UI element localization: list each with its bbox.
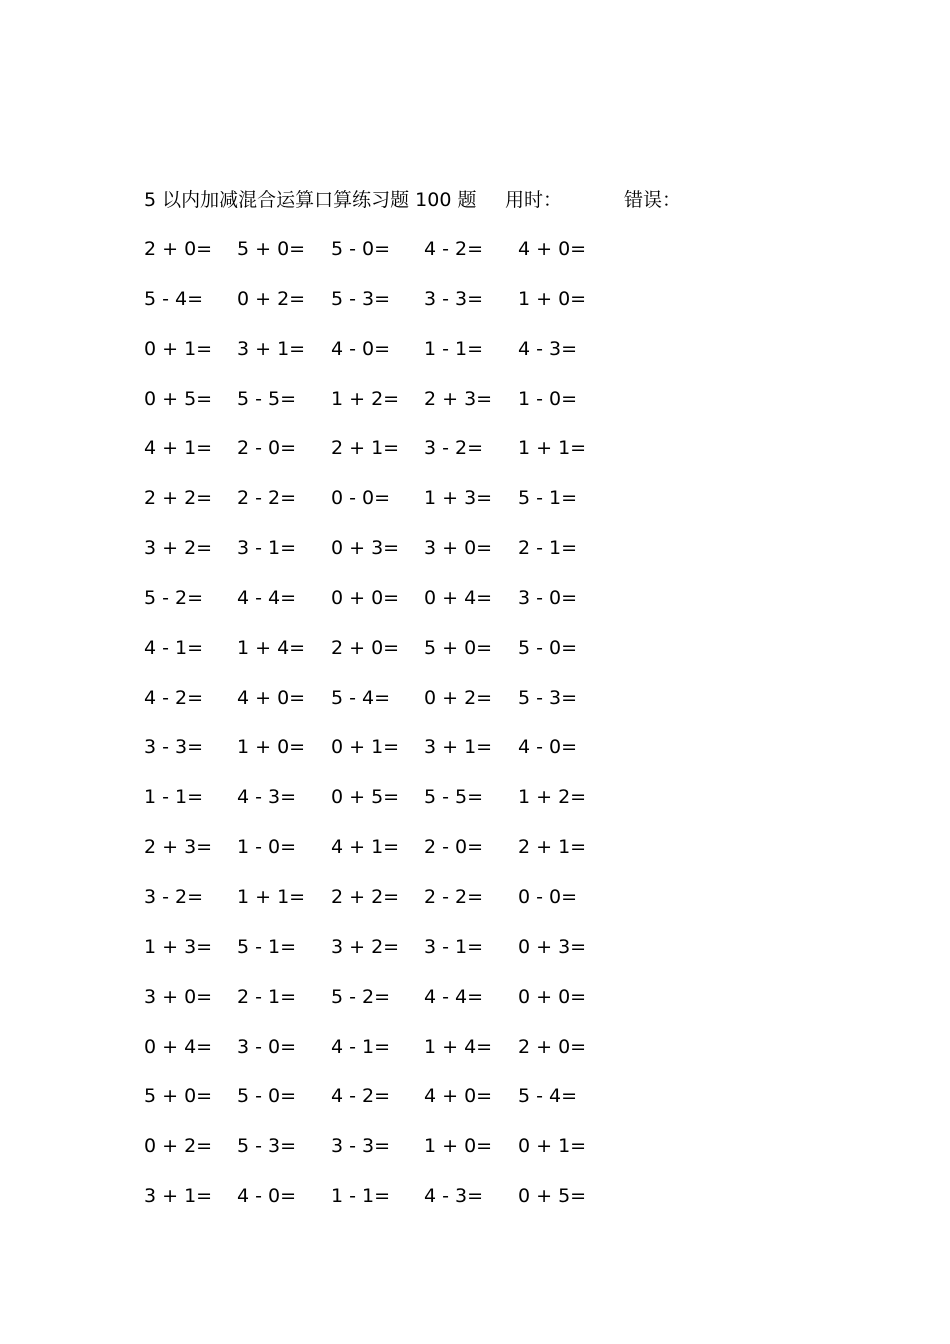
problem-item: 1 + 0= [237, 736, 306, 759]
problem-item: 3 + 0= [144, 985, 213, 1008]
problem-item: 0 + 2= [237, 287, 306, 310]
problem-item: 4 - 1= [331, 1035, 391, 1058]
problem-item: 5 - 2= [144, 586, 204, 609]
problem-item: 3 - 1= [424, 935, 484, 958]
problem-item: 4 - 2= [424, 238, 484, 260]
problem-item: 0 + 4= [424, 586, 493, 609]
problem-item: 5 + 0= [237, 238, 306, 260]
problem-item: 3 + 0= [424, 537, 493, 560]
problem-row [144, 833, 614, 883]
problem-item: 3 + 2= [331, 935, 400, 958]
problem-item: 0 + 3= [518, 935, 587, 958]
problem-item: 1 + 3= [144, 935, 213, 958]
problem-item: 4 - 1= [144, 636, 204, 659]
problem-row [144, 883, 614, 933]
problem-item: 3 + 1= [424, 736, 493, 759]
time-used-label: 用时： [505, 189, 563, 211]
problem-item: 2 - 0= [237, 437, 297, 460]
problem-item: 1 + 2= [331, 387, 400, 410]
problem-row [144, 1132, 614, 1182]
problem-row [144, 534, 614, 584]
problem-row [144, 634, 614, 684]
errors-label: 错误： [624, 189, 682, 211]
problem-item: 5 - 0= [331, 238, 391, 260]
problem-item: 4 - 4= [424, 985, 484, 1008]
page-title: 5 以内加减混合运算口算练习题 100 题 [144, 189, 477, 211]
problem-item: 5 + 0= [144, 1085, 213, 1108]
problem-item: 2 + 1= [518, 836, 587, 859]
problem-item: 0 + 5= [331, 786, 400, 809]
problem-item: 5 - 4= [144, 287, 204, 310]
problem-item: 1 + 0= [424, 1135, 493, 1158]
problem-item: 0 - 0= [518, 885, 578, 908]
problem-item: 2 - 1= [518, 537, 578, 560]
problem-item: 2 + 2= [331, 885, 400, 908]
problem-item: 4 - 3= [237, 786, 297, 809]
problem-item: 4 - 2= [144, 686, 204, 709]
problem-item: 5 - 1= [518, 487, 578, 510]
problem-item: 5 - 3= [518, 686, 578, 709]
problem-item: 5 - 2= [331, 985, 391, 1008]
problem-item: 2 - 2= [237, 487, 297, 510]
problem-item: 1 + 3= [424, 487, 493, 510]
problem-item: 2 - 2= [424, 885, 484, 908]
problem-item: 1 - 1= [331, 1185, 391, 1208]
problem-item: 4 - 4= [237, 586, 297, 609]
problem-item: 4 - 2= [331, 1085, 391, 1108]
problem-item: 0 + 0= [518, 985, 587, 1008]
problem-item: 2 + 2= [144, 487, 213, 510]
problem-item: 0 + 4= [144, 1035, 213, 1058]
problem-item: 0 + 1= [518, 1135, 587, 1158]
problem-row [144, 235, 614, 285]
problem-row [144, 933, 614, 983]
problem-item: 5 - 1= [237, 935, 297, 958]
problem-row [144, 434, 614, 484]
problem-item: 1 + 2= [518, 786, 587, 809]
problem-item: 3 - 2= [424, 437, 484, 460]
problem-item: 3 - 3= [144, 736, 204, 759]
problem-item: 0 + 5= [144, 387, 213, 410]
problem-item: 4 - 0= [331, 337, 391, 360]
problem-item: 0 + 0= [331, 586, 400, 609]
problem-item: 2 + 0= [144, 238, 213, 260]
problem-item: 5 - 4= [331, 686, 391, 709]
problem-item: 2 - 0= [424, 836, 484, 859]
problem-item: 0 + 5= [518, 1185, 587, 1208]
problem-item: 5 - 5= [237, 387, 297, 410]
problem-item: 0 - 0= [331, 487, 391, 510]
problem-row [144, 285, 614, 335]
problem-item: 0 + 1= [144, 337, 213, 360]
problem-item: 3 - 2= [144, 885, 204, 908]
problem-item: 1 - 1= [424, 337, 484, 360]
problem-item: 4 + 0= [237, 686, 306, 709]
problem-item: 2 + 3= [144, 836, 213, 859]
problem-item: 5 - 4= [518, 1085, 578, 1108]
problem-item: 4 + 1= [144, 437, 213, 460]
problem-item: 4 - 3= [518, 337, 578, 360]
problem-item: 0 + 1= [331, 736, 400, 759]
problem-item: 4 - 0= [237, 1185, 297, 1208]
problem-item: 3 - 0= [237, 1035, 297, 1058]
problem-item: 2 + 3= [424, 387, 493, 410]
problem-item: 1 + 4= [424, 1035, 493, 1058]
problem-item: 4 + 0= [518, 238, 587, 260]
problem-item: 2 - 1= [237, 985, 297, 1008]
problem-item: 5 - 3= [331, 287, 391, 310]
problem-item: 5 - 3= [237, 1135, 297, 1158]
problem-item: 5 - 0= [518, 636, 578, 659]
problem-item: 3 + 1= [237, 337, 306, 360]
problem-item: 1 + 0= [518, 287, 587, 310]
problem-row [144, 484, 614, 534]
problem-item: 4 + 1= [331, 836, 400, 859]
problem-item: 3 - 3= [331, 1135, 391, 1158]
problem-item: 4 + 0= [424, 1085, 493, 1108]
problem-item: 1 - 0= [237, 836, 297, 859]
problem-item: 5 - 5= [424, 786, 484, 809]
problem-item: 2 + 0= [331, 636, 400, 659]
problem-item: 4 - 3= [424, 1185, 484, 1208]
problem-item: 0 + 2= [144, 1135, 213, 1158]
problem-item: 3 - 0= [518, 586, 578, 609]
problem-row [144, 733, 614, 783]
problem-item: 2 + 1= [331, 437, 400, 460]
problem-row [144, 783, 614, 833]
problem-item: 1 + 4= [237, 636, 306, 659]
problem-row [144, 1033, 614, 1083]
problem-item: 1 - 0= [518, 387, 578, 410]
problem-row [144, 684, 614, 734]
problem-item: 3 - 1= [237, 537, 297, 560]
problem-item: 1 + 1= [237, 885, 306, 908]
problem-item: 1 + 1= [518, 437, 587, 460]
problem-item: 1 - 1= [144, 786, 204, 809]
problem-item: 3 - 3= [424, 287, 484, 310]
problem-row [144, 1182, 614, 1232]
problem-item: 3 + 1= [144, 1185, 213, 1208]
problem-item: 4 - 0= [518, 736, 578, 759]
problem-item: 0 + 2= [424, 686, 493, 709]
problem-row [144, 385, 614, 435]
worksheet-header [144, 186, 764, 214]
problem-row [144, 584, 614, 634]
problem-row [144, 335, 614, 385]
problem-item: 5 + 0= [424, 636, 493, 659]
problem-row [144, 983, 614, 1033]
problem-grid [144, 235, 614, 1232]
problem-item: 0 + 3= [331, 537, 400, 560]
problem-row [144, 1082, 614, 1132]
problem-item: 2 + 0= [518, 1035, 587, 1058]
problem-item: 5 - 0= [237, 1085, 297, 1108]
problem-item: 3 + 2= [144, 537, 213, 560]
